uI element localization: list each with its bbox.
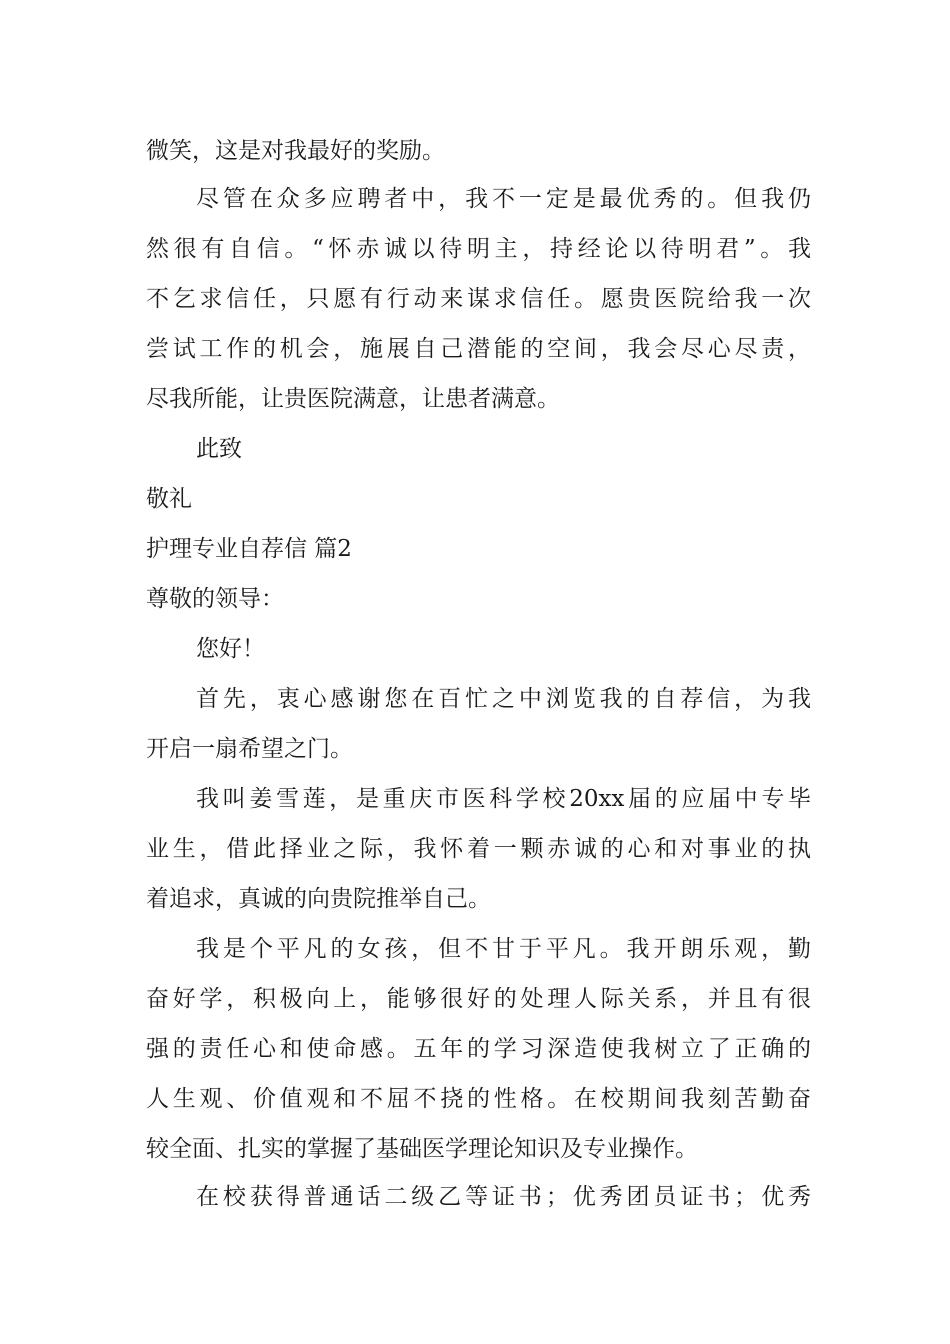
text-line: 强的责任心和使命感。五年的学习深造使我树立了正确的	[146, 1036, 811, 1062]
letter-salutation: 尊敬的领导：	[146, 586, 284, 612]
text-line: 微笑，这是对我最好的奖励。	[146, 138, 445, 164]
text-line: 较全面、扎实的掌握了基础医学理论知识及专业操作。	[146, 1136, 698, 1162]
text-line: 我是个平凡的女孩，但不甘于平凡。我开朗乐观，勤	[196, 936, 811, 962]
text-line: 奋好学，积极向上，能够很好的处理人际关系，并且有很	[146, 986, 811, 1012]
text-line: 然很有自信。“怀赤诚以待明主，持经论以待明君”。我	[146, 236, 811, 262]
greeting: 您好！	[196, 636, 265, 662]
closing-regards: 敬礼	[146, 486, 192, 512]
text-line: 不乞求信任，只愿有行动来谋求信任。愿贵医院给我一次	[146, 286, 811, 312]
text-line: 首先，衷心感谢您在百忙之中浏览我的自荐信，为我	[196, 686, 811, 712]
text-line: 我叫姜雪莲，是重庆市医科学校20xx届的应届中专毕	[196, 786, 811, 812]
text-line: 在校获得普通话二级乙等证书；优秀团员证书；优秀	[196, 1184, 811, 1210]
text-line: 尝试工作的机会，施展自己潜能的空间，我会尽心尽责，	[146, 336, 811, 362]
text-line: 开启一扇希望之门。	[146, 736, 353, 762]
text-line: 尽管在众多应聘者中，我不一定是最优秀的。但我仍	[196, 186, 811, 212]
text-line: 尽我所能，让贵医院满意，让患者满意。	[146, 386, 560, 412]
closing-salutation: 此致	[196, 436, 242, 462]
text-line: 着追求，真诚的向贵院推举自己。	[146, 886, 491, 912]
section-heading: 护理专业自荐信 篇2	[146, 536, 352, 562]
text-line: 人生观、价值观和不屈不挠的性格。在校期间我刻苦勤奋	[146, 1086, 811, 1112]
text-line: 业生，借此择业之际，我怀着一颗赤诚的心和对事业的执	[146, 836, 811, 862]
